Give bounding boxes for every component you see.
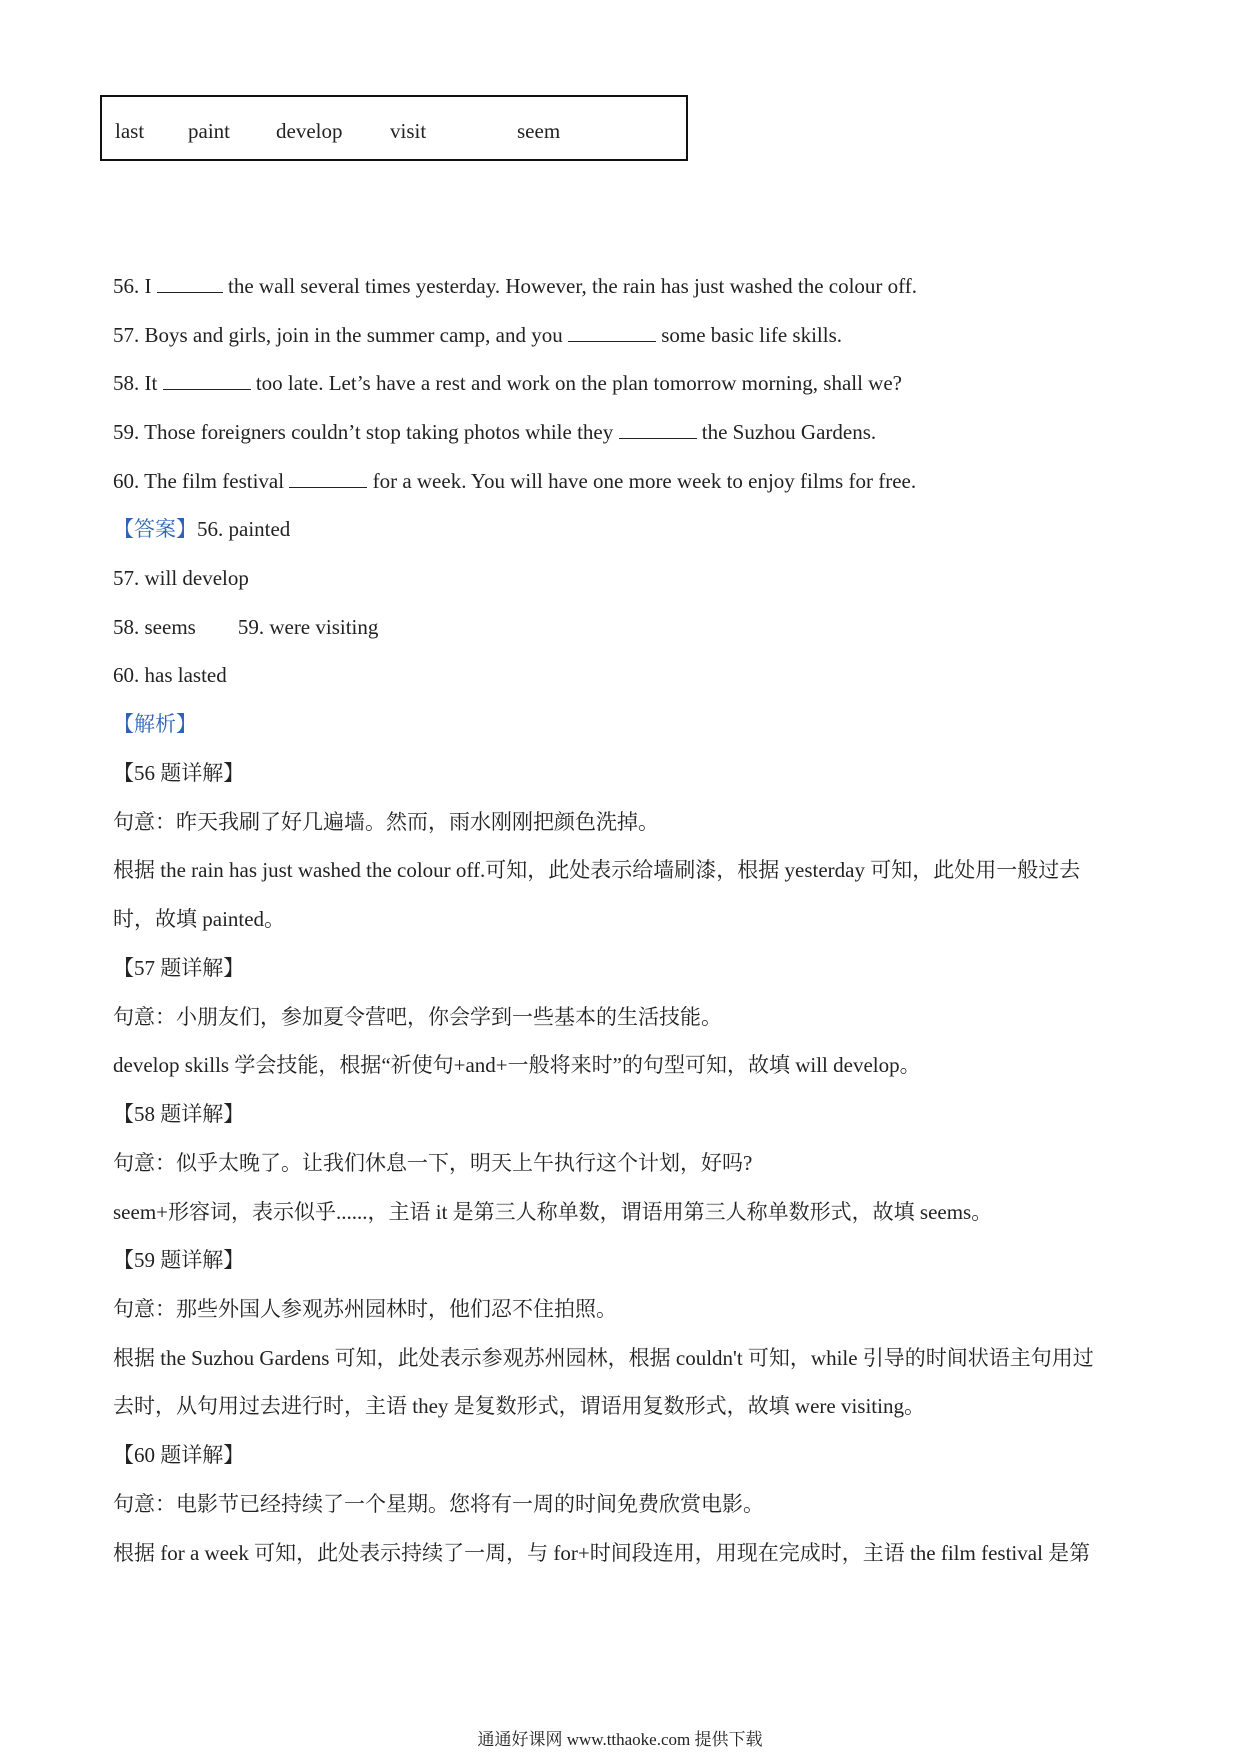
word-bank-item: paint	[188, 119, 230, 143]
detail-meaning: 句意：那些外国人参观苏州园林时，他们忍不住拍照。	[113, 1297, 617, 1321]
detail-heading: 【56 题详解】	[113, 761, 245, 785]
analysis-tag: 【解析】	[113, 712, 197, 736]
detail-explain: 根据 the Suzhou Gardens 可知，此处表示参观苏州园林，根据 couldn't 可知，while 引导的时间状语主句用过	[113, 1346, 1094, 1370]
answer-blank	[568, 323, 656, 342]
word-bank-box	[100, 95, 688, 161]
question-60: 60. The film festival for a week. You will have one more week to enjoy films for free.	[113, 469, 917, 493]
answer-line: 60. has lasted	[113, 663, 227, 687]
answer-blank	[619, 420, 697, 439]
answer-blank	[289, 469, 367, 488]
detail-explain: 根据 the rain has just washed the colour off.可知，此处表示给墙刷漆，根据 yesterday 可知，此处用一般过去	[113, 858, 1081, 882]
word-bank-item: visit	[390, 119, 427, 143]
question-59: 59. Those foreigners couldn’t stop taking photos while they the Suzhou Gardens.	[113, 420, 877, 444]
detail-heading: 【58 题详解】	[113, 1102, 245, 1126]
answer-blank	[157, 274, 223, 293]
detail-meaning: 句意：电影节已经持续了一个星期。您将有一周的时间免费欣赏电影。	[113, 1492, 764, 1516]
answer-tag: 【答案】	[113, 517, 197, 541]
detail-meaning: 句意：似乎太晚了。让我们休息一下，明天上午执行这个计划，好吗?	[113, 1151, 753, 1175]
detail-explain: seem+形容词，表示似乎......，主语 it 是第三人称单数，谓语用第三人称单数形式，故填 seems。	[113, 1200, 993, 1224]
detail-meaning: 句意：小朋友们，参加夏令营吧，你会学到一些基本的生活技能。	[113, 1005, 722, 1029]
detail-explain: develop skills 学会技能，根据“祈使句+and+一般将来时”的句型可知，故填 will develop。	[113, 1053, 921, 1077]
detail-explain: 时，故填 painted。	[113, 907, 286, 931]
detail-explain: 去时，从句用过去进行时，主语 they 是复数形式，谓语用复数形式，故填 were visiting。	[113, 1394, 925, 1418]
detail-heading: 【60 题详解】	[113, 1443, 245, 1467]
question-58: 58. It too late. Let’s have a rest and work on the plan tomorrow morning, shall we?	[113, 371, 902, 395]
detail-explain: 根据 for a week 可知，此处表示持续了一周，与 for+时间段连用，用现在完成时，主语 the film festival 是第	[113, 1541, 1091, 1565]
answer-line: 57. will develop	[113, 566, 249, 590]
word-bank-item: seem	[517, 119, 561, 143]
answer-line: 【答案】56. painted	[113, 517, 291, 541]
answer-line: 58. seems 59. were visiting	[113, 615, 379, 639]
answer-blank	[163, 371, 251, 390]
detail-heading: 【57 题详解】	[113, 956, 245, 980]
word-bank-item: last	[115, 119, 145, 143]
detail-meaning: 句意：昨天我刷了好几遍墙。然而，雨水刚刚把颜色洗掉。	[113, 810, 659, 834]
detail-heading: 【59 题详解】	[113, 1248, 245, 1272]
word-bank-item: develop	[276, 119, 343, 143]
page-footer: 通通好课网 www.tthaoke.com 提供下载	[477, 1730, 763, 1749]
question-56: 56. I the wall several times yesterday. However, the rain has just washed the colour off.	[113, 274, 918, 298]
question-57: 57. Boys and girls, join in the summer camp, and you some basic life skills.	[113, 323, 843, 347]
